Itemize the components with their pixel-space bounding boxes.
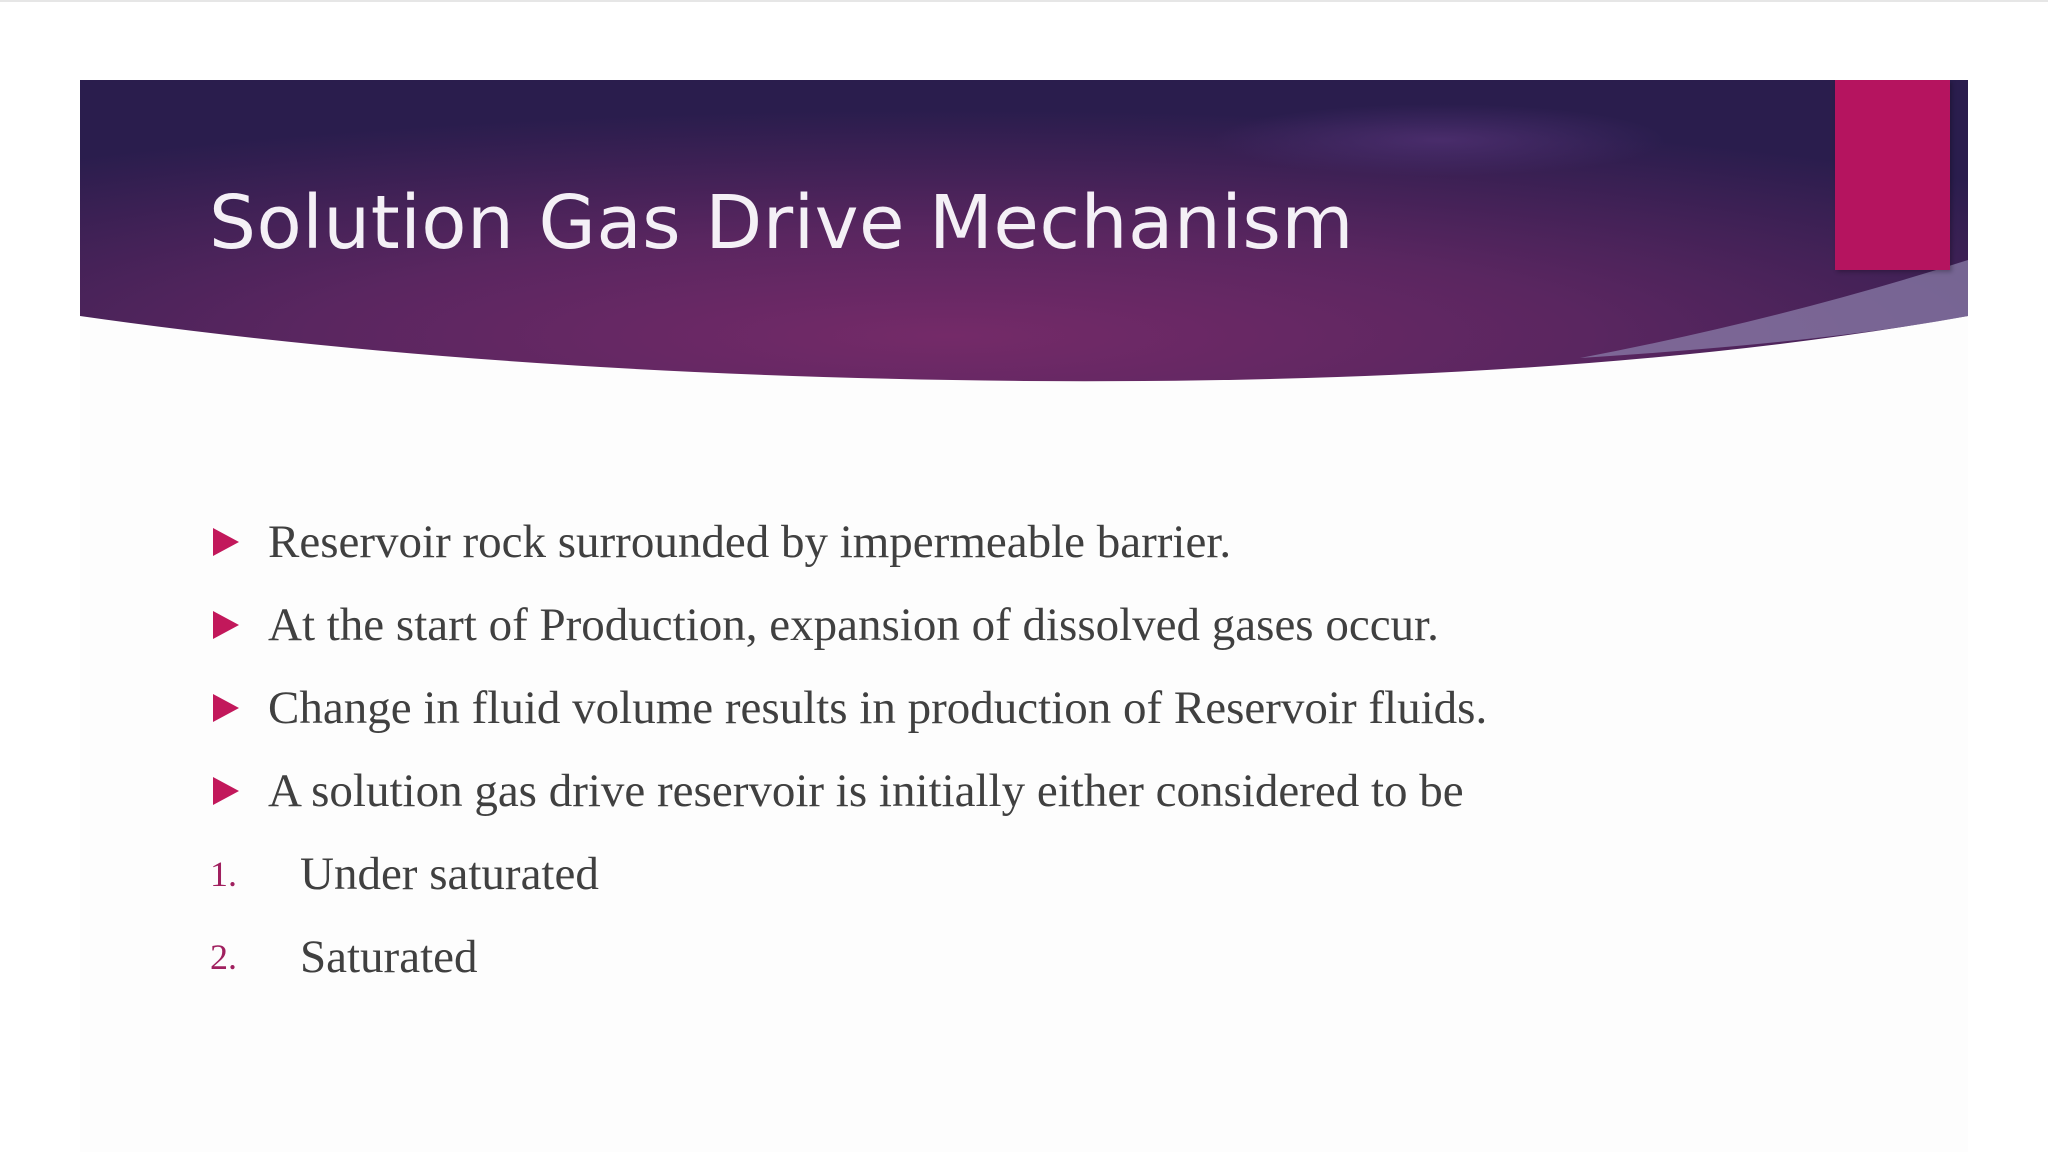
triangle-right-icon — [213, 777, 239, 805]
item-number: 1. — [210, 853, 237, 894]
bullet-text: Change in fluid volume results in production of Reservoir fluids. — [268, 681, 1488, 734]
triangle-right-icon — [213, 528, 239, 556]
bullet-item — [210, 500, 1487, 583]
triangle-right-icon — [213, 611, 239, 639]
bullet-list — [210, 500, 1487, 998]
bullet-item — [210, 749, 1487, 832]
slide-title: Solution Gas Drive Mechanism — [209, 180, 1354, 266]
numbered-item — [210, 915, 1487, 998]
item-number: 2. — [210, 936, 237, 977]
bullet-item — [210, 666, 1487, 749]
bullet-item — [210, 583, 1487, 666]
accent-tab — [1835, 80, 1950, 270]
bullet-text: A solution gas drive reservoir is initially either considered to be — [268, 764, 1464, 817]
numbered-text: Saturated — [300, 930, 478, 983]
numbered-item — [210, 832, 1487, 915]
numbered-text: Under saturated — [300, 847, 599, 900]
bullet-text: Reservoir rock surrounded by impermeable barrier. — [268, 515, 1232, 568]
slide — [80, 80, 1968, 1152]
triangle-right-icon — [213, 694, 239, 722]
bullet-text: At the start of Production, expansion of dissolved gases occur. — [268, 598, 1439, 651]
